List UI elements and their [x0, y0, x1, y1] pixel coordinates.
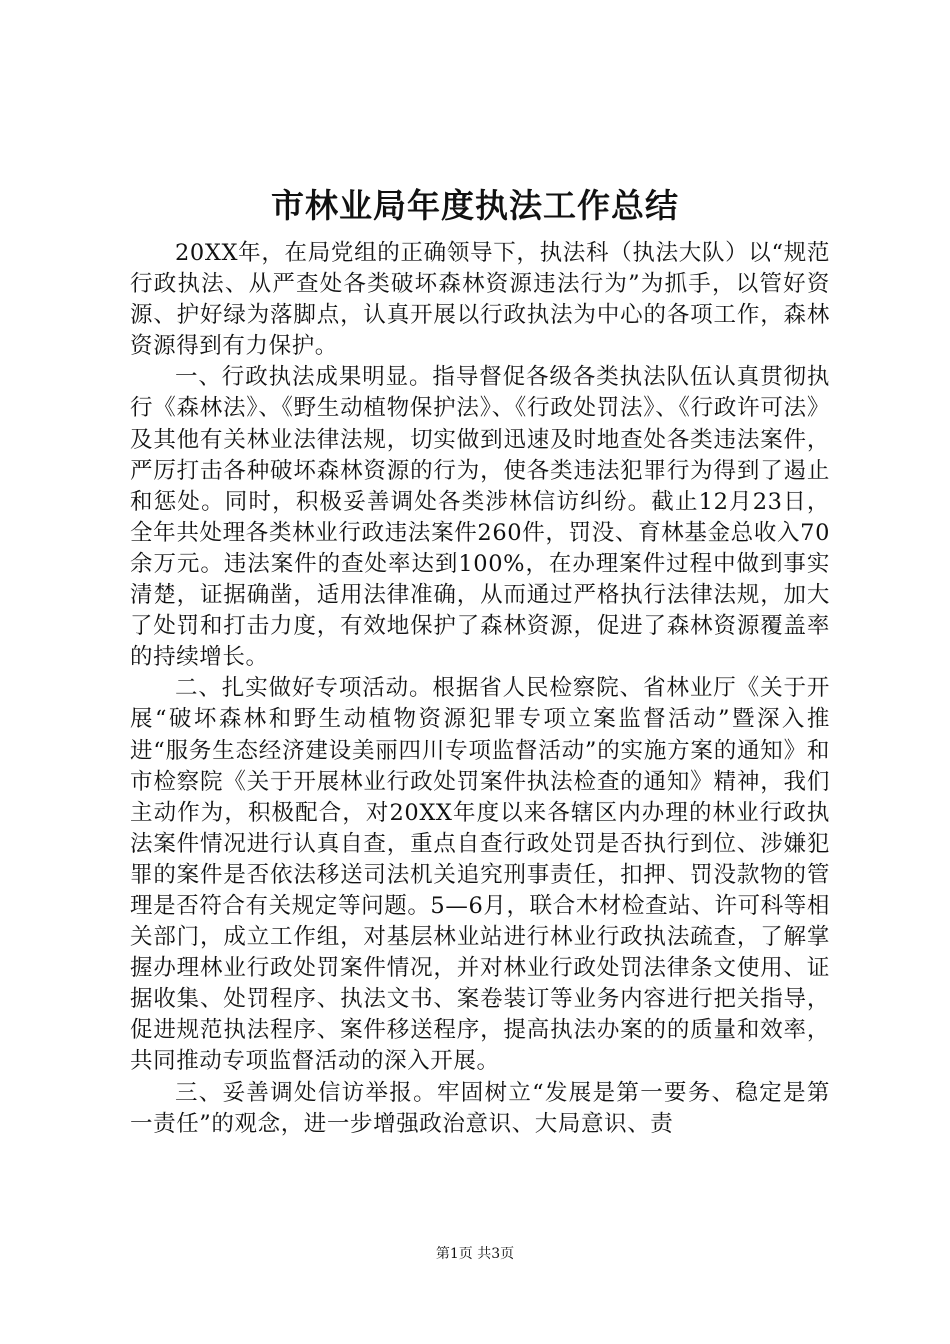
section-3-paragraph: 三、妥善调处信访举报。牢固树立“发展是第一要务、稳定是第一责任”的观念，进一步增强政治意识、大局意识、责 [130, 1079, 830, 1137]
section-1-paragraph: 一、行政执法成果明显。指导督促各级各类执法队伍认真贯彻执行《森林法》、《野生动植物保护法》、《行政处罚法》、《行政许可法》及其他有关林业法律法规，切实做到迅速及时地查处各类违法案件，严厉打击各种破坏森林资源的行为，使各类违法犯罪行为得到了遏止和惩处。同时，积极妥善调处各类涉林信访纠纷。截止12月23日，全年共处理各类林业行政违法案件260件，罚没、育林基金总收入70余万元。违法案件的查处率达到100%，在办理案件过程中做到事实清楚，证据确凿，适用法律准确，从而通过严格执行法律法规，加大了处罚和打击力度，有效地保护了森林资源，促进了森林资源覆盖率的持续增长。 [130, 364, 830, 671]
section-2-paragraph: 二、扎实做好专项活动。根据省人民检察院、省林业厅《关于开展“破坏森林和野生动植物资源犯罪专项立案监督活动”暨深入推进“服务生态经济建设美丽四川专项监督活动”的实施方案的通知》和市检察院《关于开展林业行政处罚案件执法检查的通知》精神，我们主动作为，积极配合，对20XX年度以来各辖区内办理的林业行政执法案件情况进行认真自查，重点自查行政处罚是否执行到位、涉嫌犯罪的案件是否依法移送司法机关追究刑事责任，扣押、罚没款物的管理是否符合有关规定等问题。5—6月，联合木材检查站、许可科等相关部门，成立工作组，对基层林业站进行林业行政执法疏查，了解掌握办理林业行政处罚案件情况，并对林业行政处罚法律条文使用、证据收集、处罚程序、执法文书、案卷装订等业务内容进行把关指导，促进规范执法程序、案件移送程序，提高执法办案的的质量和效率，共同推动专项监督活动的深入开展。 [130, 675, 830, 1075]
page-number-footer: 第1页 共3页 [435, 1246, 515, 1262]
document-body [130, 238, 830, 1140]
document-title: 市林业局年度执法工作总结 [271, 186, 679, 225]
intro-paragraph: 20XX年，在局党组的正确领导下，执法科（执法大队）以“规范行政执法、从严查处各类破坏森林资源违法行为”为抓手，以管好资源、护好绿为落脚点，认真开展以行政执法为中心的各项工作，森林资源得到有力保护。 [130, 240, 830, 360]
